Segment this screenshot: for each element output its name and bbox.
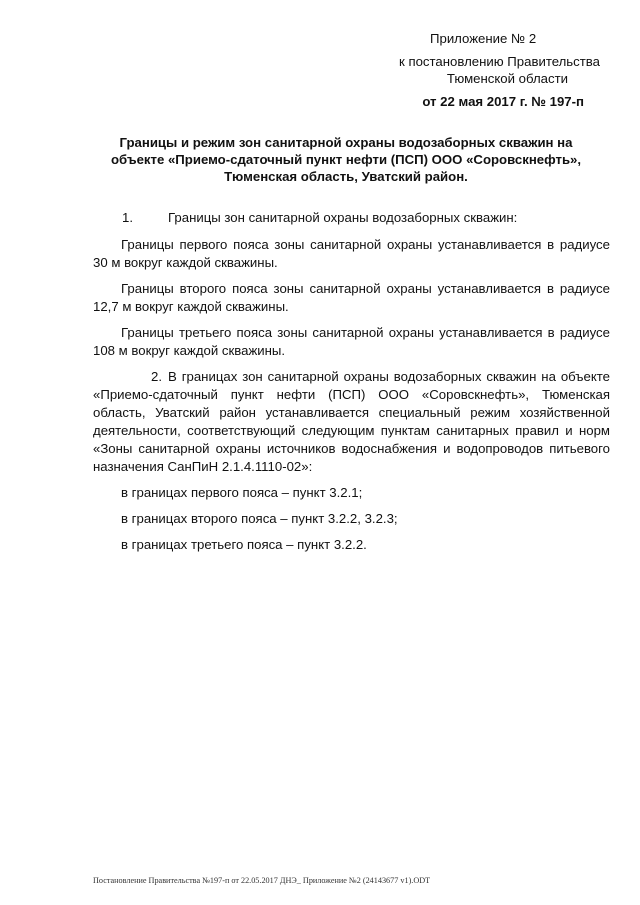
list-item-third-zone: в границах третьего пояса – пункт 3.2.2. [121,537,367,552]
section-1-heading-text: Границы зон санитарной охраны водозаборных скважин: [168,210,518,225]
appendix-region: Тюменской области [446,71,568,86]
document-footer: Постановление Правительства №197-п от 22.05.2017 ДНЭ_ Приложение №2 (24143677 v1).ODT [93,876,431,885]
section-2-text: В границах зон санитарной охраны водозаборных скважин на объекте «Приемо-сдаточный пункт нефти (ПСП) ООО «Соровскнефть», Тюменская область, Уватский район устанавливается специальный режим хозяйственной деятельности, соответствующий следующим пунктам санитарных правил и норм «Зоны санитарной охраны источников водоснабжения и водопроводов питьевого назначения СанПиН 2.1.4.1110-02»: [93,369,610,474]
list-item-second-zone: в границах второго пояса – пункт 3.2.2, 3.2.3; [121,511,398,526]
section-2-number: 2. [151,369,162,384]
appendix-header [368,30,600,110]
title-line-3: Тюменская область, Уватский район. [224,169,468,184]
title-line-2: объекте «Приемо-сдаточный пункт нефти (ПСП) ООО «Соровскнефть», [110,152,582,167]
list-item-first-zone: в границах первого пояса – пункт 3.2.1; [121,485,363,500]
document-body [93,209,610,562]
paragraph-third-zone: Границы третьего пояса зоны санитарной охраны устанавливается в радиусе 108 м вокруг каждой скважины. [93,325,610,358]
section-1-heading [93,209,610,227]
document-title [86,134,606,185]
paragraph-second-zone: Границы второго пояса зоны санитарной охраны устанавливается в радиусе 12,7 м вокруг каждой скважины. [93,281,610,314]
appendix-number: Приложение № 2 [430,31,537,46]
paragraph-first-zone: Границы первого пояса зоны санитарной охраны устанавливается в радиусе 30 м вокруг каждой скважины. [93,237,610,270]
appendix-resolution-ref: к постановлению Правительства [399,54,600,69]
section-1-number: 1. [122,210,133,225]
title-line-1: Границы и режим зон санитарной охраны водозаборных скважин на [119,135,573,150]
appendix-date-number: от 22 мая 2017 г. № 197-п [422,94,584,109]
section-2-paragraph [93,368,610,476]
